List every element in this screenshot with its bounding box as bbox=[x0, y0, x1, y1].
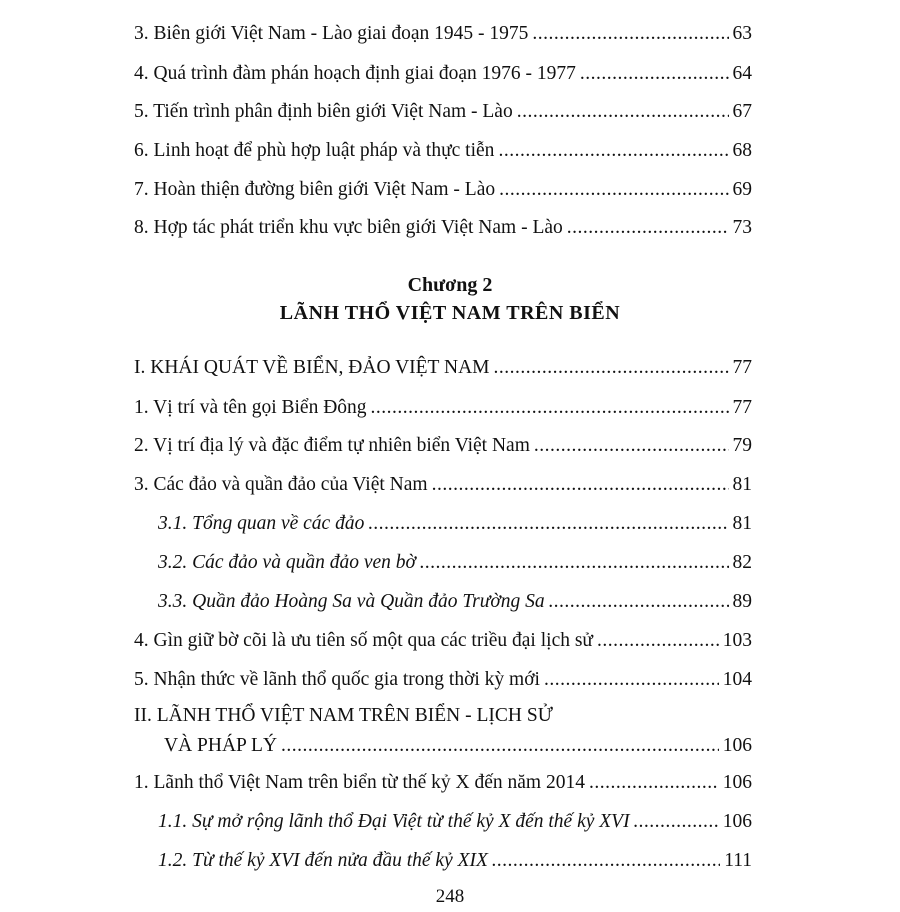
dot-leader bbox=[494, 353, 729, 383]
toc-entry-page: 104 bbox=[722, 669, 752, 690]
toc-subentry bbox=[158, 509, 752, 539]
dot-leader bbox=[589, 768, 719, 798]
toc-entry-title: 3.2. Các đảo và quần đảo ven bờ bbox=[158, 552, 416, 573]
toc-entry bbox=[134, 59, 752, 89]
dot-leader bbox=[368, 509, 728, 539]
toc-entry-page: 68 bbox=[732, 140, 752, 161]
toc-entry-title: 1. Lãnh thổ Việt Nam trên biển từ thế kỷ X đến năm 2014 bbox=[134, 772, 585, 793]
toc-entry-title: 3. Biên giới Việt Nam - Lào giai đoạn 1945 - 1975 bbox=[134, 23, 529, 44]
toc-entry-title: 3. Các đảo và quần đảo của Việt Nam bbox=[134, 474, 428, 495]
dot-leader bbox=[281, 731, 719, 761]
toc-entry-title: 5. Nhận thức về lãnh thổ quốc gia trong thời kỳ mới bbox=[134, 669, 540, 690]
toc-entry bbox=[134, 393, 752, 423]
toc-entry-title: 4. Quá trình đàm phán hoạch định giai đoạn 1976 - 1977 bbox=[134, 63, 576, 84]
toc-entry bbox=[134, 97, 752, 127]
toc-entry bbox=[134, 175, 752, 205]
dot-leader bbox=[498, 136, 728, 166]
toc-entry-page: 82 bbox=[732, 552, 752, 573]
dot-leader bbox=[549, 587, 729, 617]
toc-entry-title: 1.1. Sự mở rộng lãnh thổ Đại Việt từ thế kỷ X đến thế kỷ XVI bbox=[158, 811, 630, 832]
toc-entry-title: 2. Vị trí địa lý và đặc điểm tự nhiên biển Việt Nam bbox=[134, 435, 530, 456]
dot-leader bbox=[420, 548, 729, 578]
toc-entry-page: 64 bbox=[732, 63, 752, 84]
dot-leader bbox=[544, 665, 719, 695]
toc-entry-page: 73 bbox=[732, 217, 752, 238]
toc-entry-page: 79 bbox=[732, 435, 752, 456]
toc-entry-title: 3.3. Quần đảo Hoàng Sa và Quần đảo Trường Sa bbox=[158, 591, 545, 612]
toc-entry-title: 7. Hoàn thiện đường biên giới Việt Nam - Lào bbox=[134, 179, 496, 200]
toc-entry bbox=[134, 626, 752, 656]
dot-leader bbox=[532, 19, 728, 49]
toc-entry-title: 5. Tiến trình phân định biên giới Việt Nam - Lào bbox=[134, 101, 513, 122]
toc-entry-page: 63 bbox=[732, 23, 752, 44]
toc-entry-page: 106 bbox=[722, 772, 752, 793]
toc-entry bbox=[134, 136, 752, 166]
toc-entry-page: 103 bbox=[722, 630, 752, 651]
toc-section-entry bbox=[134, 701, 752, 761]
toc-entry bbox=[134, 431, 752, 461]
toc-entry-page: 77 bbox=[732, 397, 752, 418]
toc-section-line2 bbox=[134, 731, 752, 761]
toc-section-title-line2: VÀ PHÁP LÝ bbox=[164, 735, 278, 756]
chapter-label: Chương 2 bbox=[407, 274, 493, 296]
dot-leader bbox=[580, 59, 729, 89]
dot-leader bbox=[499, 175, 728, 205]
dot-leader bbox=[492, 846, 720, 876]
chapter-title: LÃNH THỔ VIỆT NAM TRÊN BIỂN bbox=[279, 302, 621, 324]
dot-leader bbox=[517, 97, 729, 127]
toc-entry-title: 6. Linh hoạt để phù hợp luật pháp và thực tiễn bbox=[134, 140, 495, 161]
toc-entry-title: 1.2. Từ thế kỷ XVI đến nửa đầu thế kỷ XIX bbox=[158, 850, 488, 871]
toc-entry-title: 1. Vị trí và tên gọi Biển Đông bbox=[134, 397, 367, 418]
toc-entry-title: 8. Hợp tác phát triển khu vực biên giới Việt Nam - Lào bbox=[134, 217, 563, 238]
toc-entry-page: 81 bbox=[732, 474, 752, 495]
toc-entry bbox=[134, 470, 752, 500]
toc-subentry bbox=[158, 846, 752, 876]
toc-entry bbox=[134, 353, 752, 383]
toc-entry-page: 69 bbox=[732, 179, 752, 200]
toc-entry bbox=[134, 19, 752, 49]
toc-subentry bbox=[158, 807, 752, 837]
toc-section-title-line1: II. LÃNH THỔ VIỆT NAM TRÊN BIỂN - LỊCH SỬ bbox=[134, 705, 553, 726]
toc-entry bbox=[134, 213, 752, 243]
dot-leader bbox=[534, 431, 729, 461]
toc-entry-title: 3.1. Tổng quan về các đảo bbox=[158, 513, 365, 534]
toc-subentry bbox=[158, 587, 752, 617]
footer-page-number: 248 bbox=[435, 886, 465, 907]
toc-entry-page: 111 bbox=[724, 850, 752, 871]
dot-leader bbox=[567, 213, 729, 243]
toc-subentry bbox=[158, 548, 752, 578]
dot-leader bbox=[634, 807, 719, 837]
toc-entry-page: 89 bbox=[732, 591, 752, 612]
toc-entry bbox=[134, 768, 752, 798]
dot-leader bbox=[432, 470, 729, 500]
toc-entry-page: 67 bbox=[732, 101, 752, 122]
toc-entry-page: 77 bbox=[732, 357, 752, 378]
toc-entry bbox=[134, 665, 752, 695]
toc-entry-title: 4. Gìn giữ bờ cõi là ưu tiên số một qua các triều đại lịch sử bbox=[134, 630, 594, 651]
dot-leader bbox=[597, 626, 719, 656]
toc-entry-title: I. KHÁI QUÁT VỀ BIỂN, ĐẢO VIỆT NAM bbox=[134, 357, 490, 378]
toc-entry-page: 81 bbox=[732, 513, 752, 534]
dot-leader bbox=[371, 393, 729, 423]
toc-entry-page: 106 bbox=[722, 811, 752, 832]
toc-entry-page: 106 bbox=[722, 735, 752, 756]
